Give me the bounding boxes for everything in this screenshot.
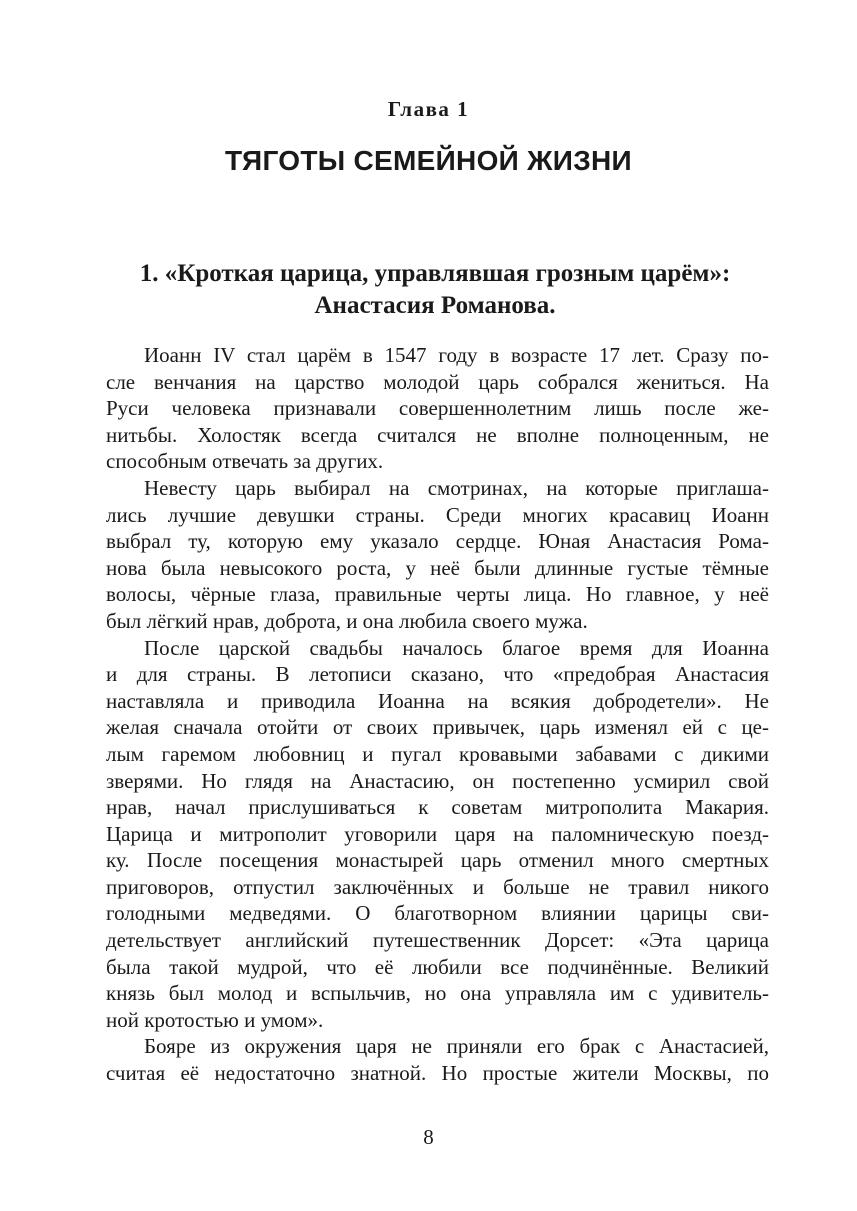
- text-line: приговоров, отпустил заключённых и больше не травил никого: [106, 874, 769, 899]
- text-line: способным отвечать за других.: [106, 449, 384, 474]
- text-line: ку. После посещения монастырей царь отменил много смертных: [106, 848, 769, 873]
- text-line: После царской свадьбы началось благое время для Иоанна: [144, 635, 769, 660]
- text-line: сле венчания на царство молодой царь собрался жениться. На: [106, 369, 769, 394]
- text-line: лись лучшие девушки страны. Среди многих красавиц Иоанн: [106, 502, 769, 527]
- chapter-label: Глава 1: [387, 97, 470, 121]
- text-line: была такой мудрой, что её любили все подчинённые. Великий: [106, 954, 769, 979]
- text-line: выбрал ту, которую ему указало сердце. Юная Анастасия Рома-: [106, 529, 769, 554]
- text-line: был лёгкий нрав, доброта, и она любила своего мужа.: [106, 608, 588, 633]
- text-line: Руси человека признавали совершеннолетним лишь после же-: [106, 396, 769, 421]
- text-line: лым гаремом любовниц и пугал кровавыми забавами с дикими: [106, 741, 769, 766]
- text-line: и для страны. В летописи сказано, что «предобрая Анастасия: [106, 662, 769, 687]
- text-line: князь был молод и вспыльчив, но она управляла им с удивитель-: [106, 981, 769, 1006]
- text-line: наставляла и приводила Иоанна на всякия добродетели». Не: [106, 688, 769, 713]
- body-text: [106, 342, 769, 1087]
- text-line: Царица и митрополит уговорили царя на паломническую поезд-: [106, 821, 769, 846]
- text-line: нова была невысокого роста, у неё были длинные густые тёмные: [106, 555, 769, 580]
- text-line: нрав, начал прислушиваться к советам митрополита Макария.: [106, 795, 769, 820]
- section-title-line-2: Анастасия Романова.: [314, 292, 556, 319]
- text-line: Бояре из окружения царя не приняли его брак с Анастасией,: [144, 1034, 769, 1059]
- section-title: [95, 258, 775, 322]
- text-line: нитьбы. Холостяк всегда считался не вполне полноценным, не: [106, 422, 769, 447]
- text-line: волосы, чёрные глаза, правильные черты лица. Но главное, у неё: [106, 582, 769, 607]
- section-title-line-1: 1. «Кроткая царица, управлявшая грозным царём»:: [139, 260, 731, 287]
- text-line: ной кротостью и умом».: [106, 1007, 324, 1032]
- text-line: детельствует английский путешественник Дорсет: «Эта царица: [106, 928, 769, 953]
- text-line: Иоанн IV стал царём в 1547 году в возрасте 17 лет. Сразу по-: [144, 343, 769, 367]
- page-number: 8: [423, 1125, 434, 1149]
- text-line: желая сначала отойти от своих привычек, царь изменял ей с це-: [106, 715, 769, 740]
- chapter-title: ТЯГОТЫ СЕМЕЙНОЙ ЖИЗНИ: [225, 145, 632, 176]
- text-line: голодными медведями. О благотворном влиянии царицы сви-: [106, 901, 769, 926]
- text-line: считая её недостаточно знатной. Но простые жители Москвы, по: [106, 1061, 769, 1086]
- text-line: Невесту царь выбирал на смотринах, на которые приглаша-: [144, 475, 769, 500]
- text-line: зверями. Но глядя на Анастасию, он постепенно усмирил свой: [106, 768, 769, 793]
